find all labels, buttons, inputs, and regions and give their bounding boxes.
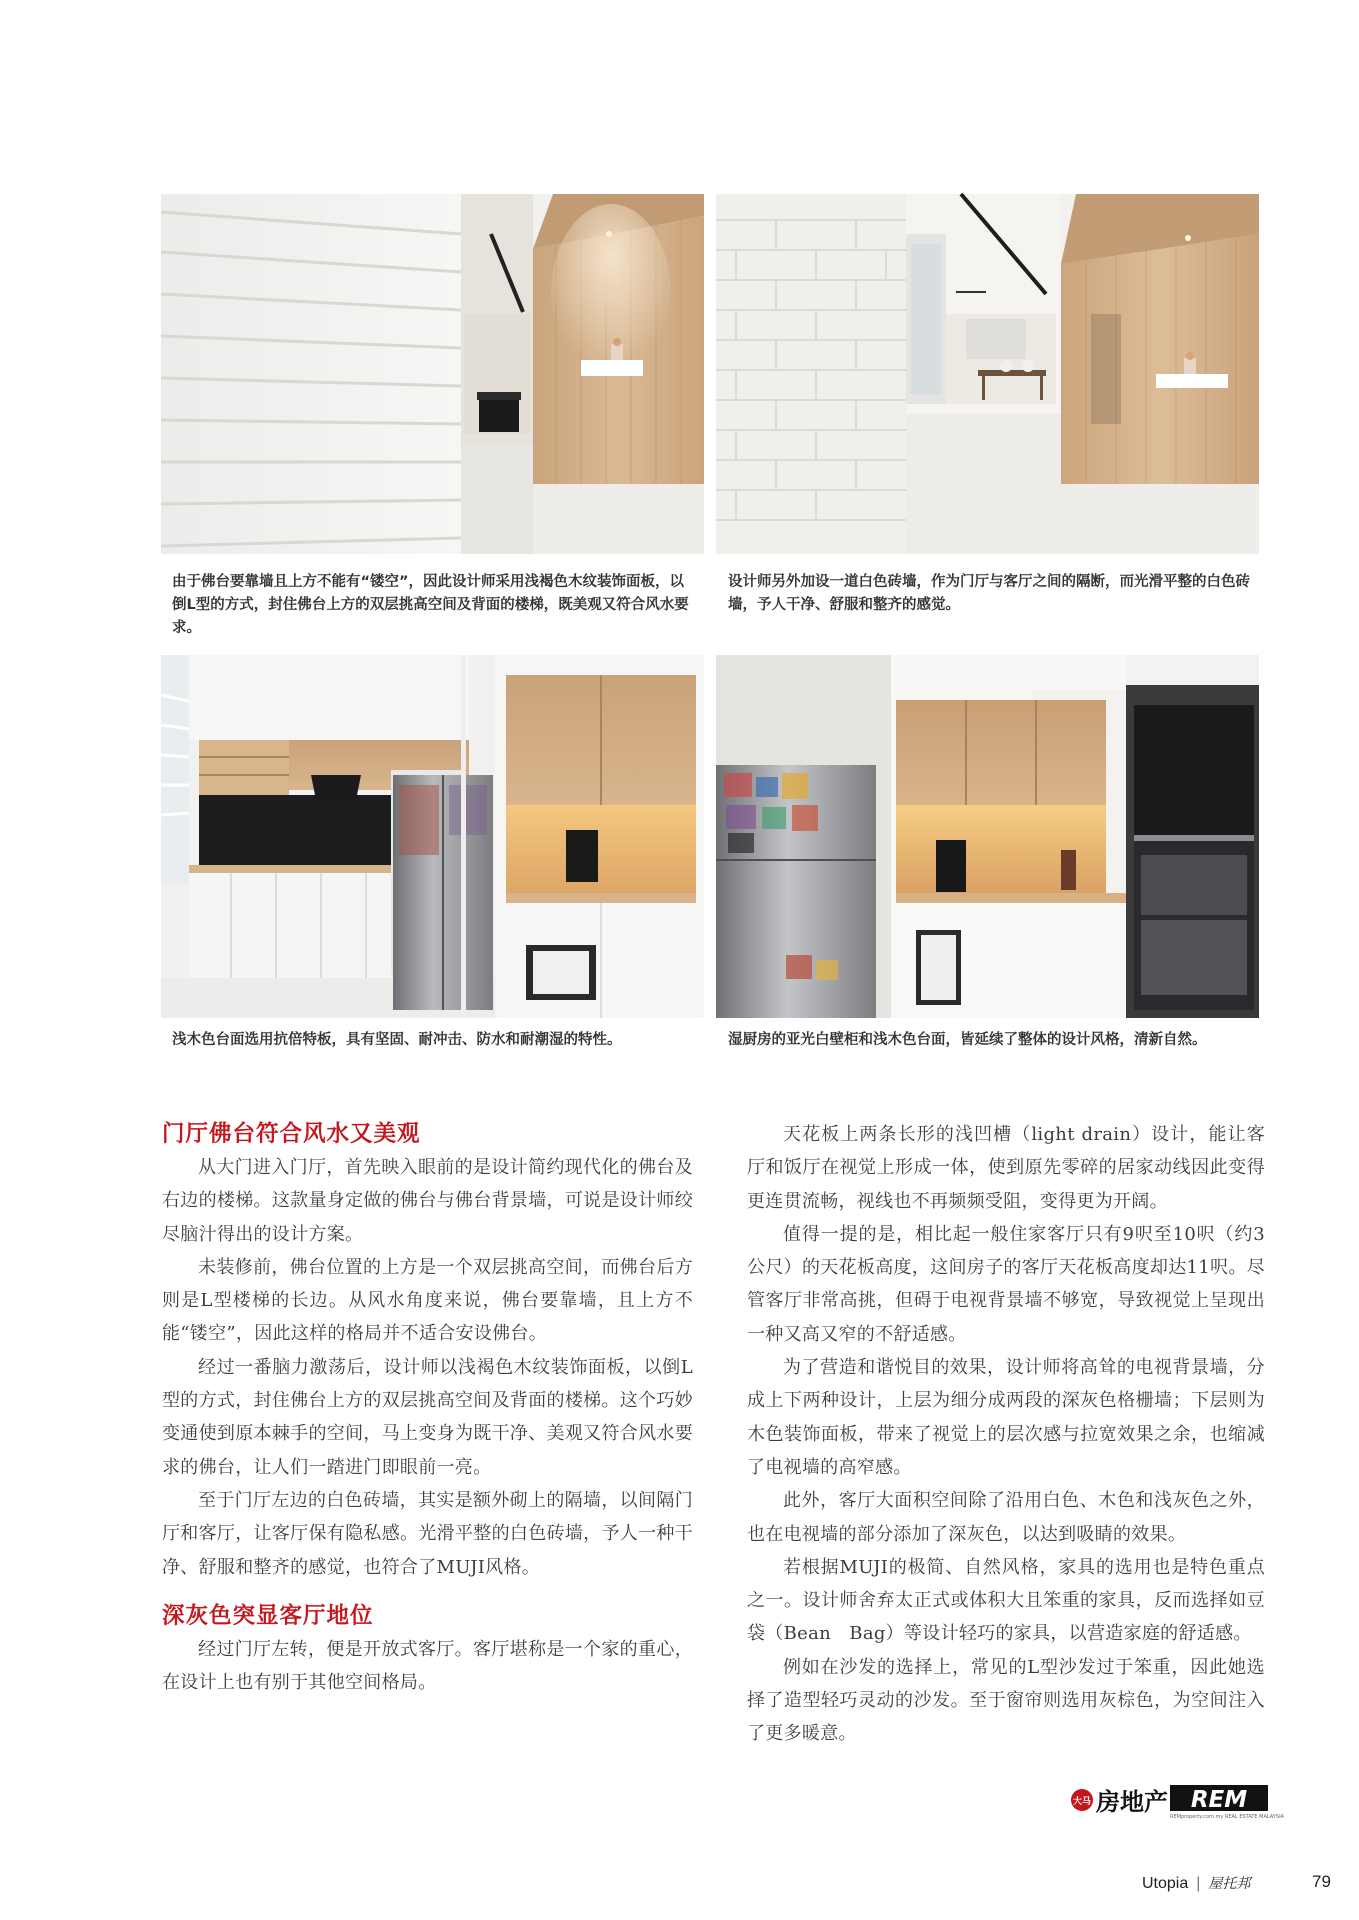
- caption-photo2: 设计师另外加设一道白色砖墙，作为门厅与客厅之间的隔断，而光滑平整的白色砖墙，予人干净、舒服和整齐的感觉。: [728, 574, 1250, 613]
- caption-photo1: 由于佛台要靠墙且上方不能有“镂空”，因此设计师采用浅褐色木纹装饰面板，以倒L型的方式，封住佛台上方的双层挑高空间及背面的楼梯，既美观又符合风水要求。: [172, 574, 689, 636]
- paragraph: 经过门厅左转，便是开放式客厅。客厅堪称是一个家的重心，在设计上也有别于其他空间格局。: [162, 1638, 693, 1694]
- paragraph: 从大门进入门厅，首先映入眼前的是设计简约现代化的佛台及右边的楼梯。这款量身定做的佛台与佛台背景墙，可说是设计师绞尽脑汁得出的设计方案。: [162, 1157, 693, 1245]
- page-footer: [1142, 1873, 1250, 1893]
- paragraph: 例如在沙发的选择上，常见的L型沙发过于笨重，因此她选择了造型轻巧灵动的沙发。至于窗帘则选用灰棕色，为空间注入了更多暖意。: [747, 1656, 1265, 1745]
- paragraph: 此外，客厅大面积空间除了沿用白色、木色和浅灰色之外，也在电视墙的部分添加了深灰色，以达到吸睛的效果。: [747, 1490, 1265, 1545]
- photo-foyer-altar: [161, 194, 704, 554]
- paragraph: 经过一番脑力激荡后，设计师以浅褐色木纹装饰面板，以倒L型的方式，封住佛台上方的双层挑高空间及背面的楼梯。这个巧妙变通使到原本棘手的空间，马上变身为既干净、美观又符合风水要求的佛台，让人们一踏进门即眼前一亮。: [162, 1356, 693, 1478]
- paragraph: 未装修前，佛台位置的上方是一个双层挑高空间，而佛台后方则是L型楼梯的长边。从风水角度来说，佛台要靠墙，且上方不能“镂空”，因此这样的格局并不适合安设佛台。: [162, 1256, 693, 1345]
- caption-photo3: 浅木色台面选用抗倍特板，具有坚固、耐冲击、防水和耐潮湿的特性。: [172, 1032, 622, 1048]
- caption-photo4: 湿厨房的亚光白壁柜和浅木色台面，皆延续了整体的设计风格，清新自然。: [728, 1032, 1207, 1048]
- paragraph: 至于门厅左边的白色砖墙，其实是额外砌上的隔墙，以间隔门厅和客厅，让客厅保有隐私感。光滑平整的白色砖墙，予人一种干净、舒服和整齐的感觉，也符合了MUJI风格。: [162, 1489, 693, 1578]
- photo-kitchen-overview: [161, 655, 704, 1018]
- footer-divider: |: [1196, 1875, 1201, 1892]
- paragraph: 值得一提的是，相比起一般住家客厅只有9呎至10呎（约3公尺）的天花板高度，这间房子的客厅天花板高度却达11呎。尽管客厅非常高挑，但碍于电视背景墙不够宽，导致视觉上呈现出一种又高又窄的不舒适感。: [747, 1223, 1265, 1345]
- article-right-column: [747, 1118, 1265, 1751]
- magazine-name-cn: 屋托邦: [1208, 1876, 1251, 1892]
- paragraph: 为了营造和谐悦目的效果，设计师将高耸的电视背景墙，分成上下两种设计，上层为细分成两段的深灰色格栅墙；下层则为木色装饰面板，带来了视觉上的层次感与拉宽效果之余，也缩减了电视墙的高窄感。: [747, 1357, 1265, 1478]
- page-number: 79: [1312, 1872, 1331, 1891]
- magazine-name: Utopia: [1142, 1875, 1189, 1892]
- section-heading-living-room: 深灰色突显客厅地位: [162, 1602, 374, 1629]
- photo-wet-kitchen: [716, 655, 1259, 1018]
- photo-brick-partition: [716, 194, 1259, 554]
- section-heading-foyer: 门厅佛台符合风水又美观: [162, 1121, 421, 1147]
- paragraph: 若根据MUJI的极简、自然风格，家具的选用也是特色重点之一。设计师舍弃太正式或体积大且笨重的家具，反而选择如豆袋（Bean Bag）等设计轻巧的家具，以营造家庭的舒适感。: [747, 1556, 1265, 1645]
- logo-subtext: REMproperty.com.my REAL ESTATE MALAYSIA: [1170, 1814, 1284, 1820]
- logo-cn-text: 房地产: [1096, 1787, 1168, 1816]
- logo-badge: 大马: [1072, 1797, 1092, 1807]
- logo-brand: REM: [1190, 1787, 1248, 1813]
- rem-property-logo: [1070, 1783, 1284, 1820]
- paragraph: 天花板上两条长形的浅凹槽（light drain）设计，能让客厅和饭厅在视觉上形成一体，使到原先零碎的居家动线因此变得更连贯流畅，视线也不再频频受阻，变得更为开阔。: [747, 1124, 1265, 1212]
- article-left-column: [162, 1118, 693, 1699]
